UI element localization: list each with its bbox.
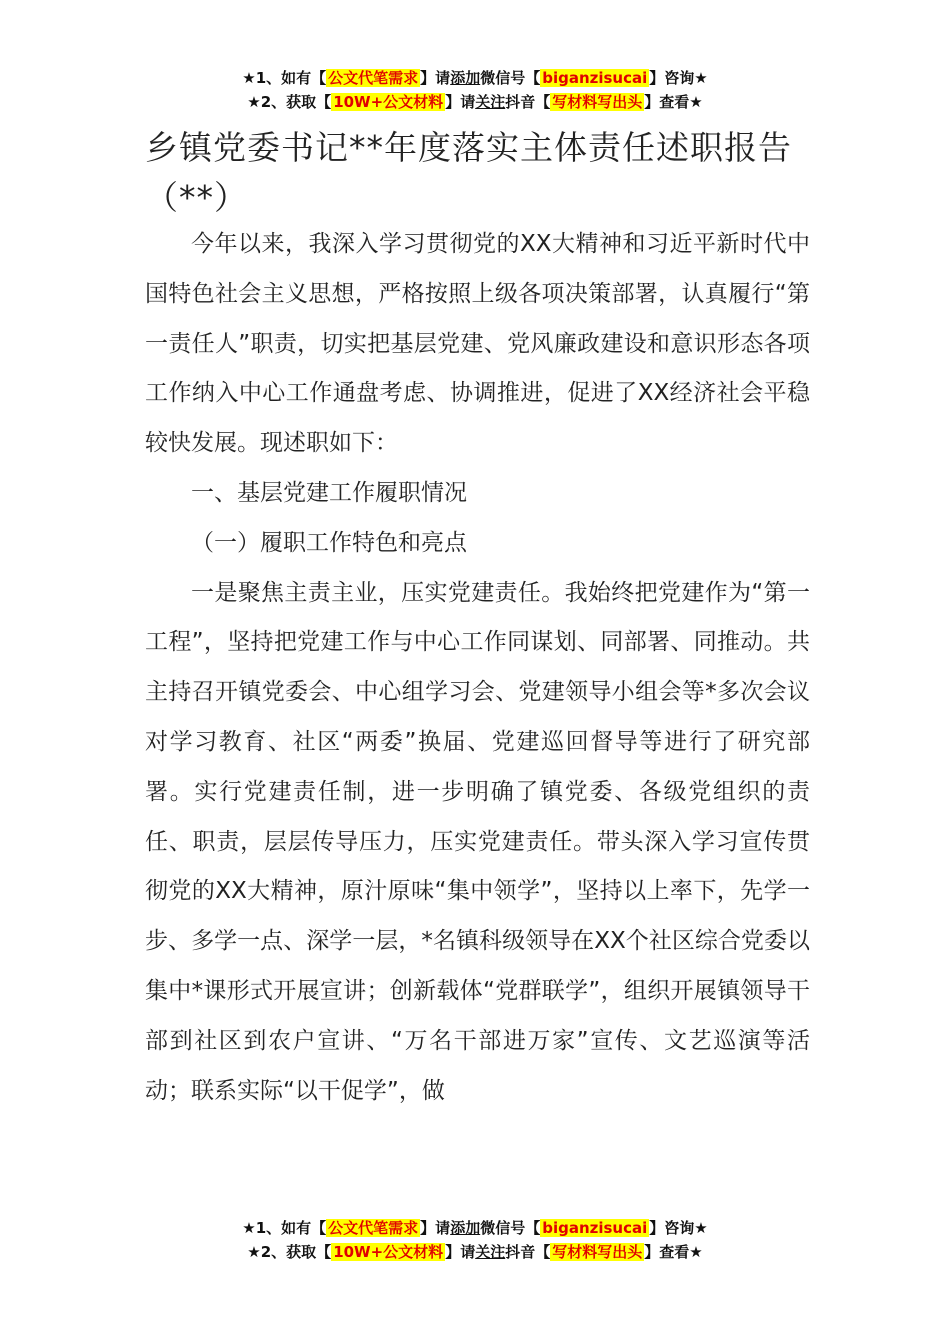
promo-text: 】查看★ <box>644 93 703 111</box>
promo-text: ★1、如有【 <box>242 1219 327 1237</box>
section-heading: 一、基层党建工作履职情况 <box>191 479 467 506</box>
intro-paragraph: 今年以来，我深入学习贯彻党的XX大精神和习近平新时代中国特色社会主义思想，严格按照上级各项决策部署，认真履行“第一责任人”职责，切实把基层党建、党风廉政建设和意识形态各项工作纳入中心工作通盘考虑、协调推进，促进了XX经济社会平稳较快发展。现述职如下： <box>145 231 810 457</box>
promo-line-2 <box>0 90 950 114</box>
promo-underline: 添加 <box>450 69 481 87</box>
promo-text: 】咨询★ <box>649 1219 708 1237</box>
promo-text: 】查看★ <box>644 1243 703 1261</box>
promo-text: ★2、获取【 <box>247 1243 332 1261</box>
document-title: 乡镇党委书记**年度落实主体责任述职报告（**） <box>145 128 792 217</box>
promo-text: 】请 <box>420 1219 451 1237</box>
promo-text: 抖音【 <box>505 1243 551 1261</box>
promo-text: 微信号【 <box>480 1219 541 1237</box>
promo-line-1 <box>0 1216 950 1240</box>
promo-line-2 <box>0 1240 950 1264</box>
promo-wechat-id: biganzisucai <box>542 1219 648 1237</box>
promo-highlight: 10W+公文材料 <box>333 93 444 111</box>
promo-text: 微信号【 <box>480 69 541 87</box>
promo-underline: 添加 <box>450 1219 481 1237</box>
promo-douyin-id: 写材料写出头 <box>552 1243 643 1261</box>
promo-text: ★1、如有【 <box>242 69 327 87</box>
promo-text: 】请 <box>445 1243 476 1261</box>
promo-text: 】咨询★ <box>649 69 708 87</box>
promo-text: 抖音【 <box>505 93 551 111</box>
promo-text: 】请 <box>445 93 476 111</box>
promo-wechat-id: biganzisucai <box>542 69 648 87</box>
promo-text: ★2、获取【 <box>247 93 332 111</box>
promo-douyin-id: 写材料写出头 <box>552 93 643 111</box>
body-paragraph: 一是聚焦主责主业，压实党建责任。我始终把党建作为“第一工程”，坚持把党建工作与中心工作同谋划、同部署、同推动。共主持召开镇党委会、中心组学习会、党建领导小组会等*多次会议对学习教育、社区“两委”换届、党建巡回督导等进行了研究部署。实行党建责任制，进一步明确了镇党委、各级党组织的责任、职责，层层传导压力，压实党建责任。带头深入学习宣传贯彻党的XX大精神，原汁原味“集中领学”，坚持以上率下，先学一步、多学一点、深学一层，*名镇科级领导在XX个社区综合党委以集中*课形式开展宣讲；创新载体“党群联学”，组织开展镇领导干部到社区到农户宣讲、“万名干部进万家”宣传、文艺巡演等活动；联系实际“以干促学”，做 <box>145 579 810 1104</box>
promo-highlight: 公文代笔需求 <box>328 1219 419 1237</box>
promo-text: 】请 <box>420 69 451 87</box>
promo-underline: 关注 <box>475 93 506 111</box>
promo-underline: 关注 <box>475 1243 506 1261</box>
promo-banner-bottom <box>0 1216 950 1264</box>
promo-highlight: 10W+公文材料 <box>333 1243 444 1261</box>
promo-line-1 <box>0 66 950 90</box>
promo-highlight: 公文代笔需求 <box>328 69 419 87</box>
subsection-heading: （一）履职工作特色和亮点 <box>191 529 467 556</box>
document-body <box>145 220 810 1116</box>
promo-banner-top <box>0 66 950 114</box>
